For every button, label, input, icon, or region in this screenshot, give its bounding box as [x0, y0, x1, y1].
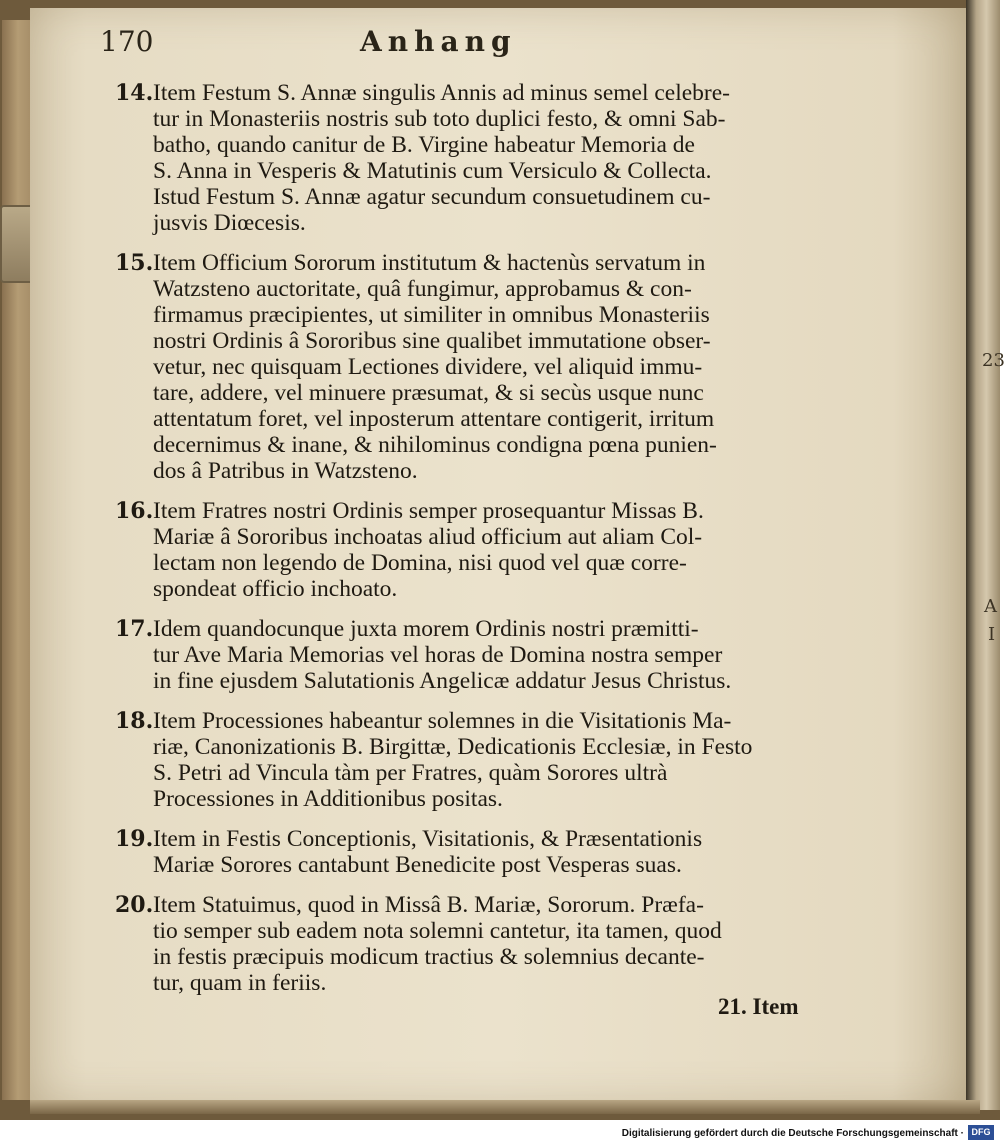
text-line: Processiones in Additionibus positas. — [153, 786, 503, 812]
text-line: Item Statuimus, quod in Missâ B. Mariæ, Sororum. Præfa- — [153, 892, 704, 918]
text-line: vetur, nec quisquam Lectiones dividere, vel aliquid immu- — [153, 354, 703, 380]
text-line: spondeat officio inchoato. — [153, 576, 398, 602]
article-item — [115, 708, 815, 812]
article-text — [153, 250, 815, 484]
catchword: 21. Item — [718, 994, 799, 1019]
text-line: S. Anna in Vesperis & Matutinis cum Versiculo & Collecta. — [153, 158, 712, 184]
article-text — [153, 826, 815, 878]
text-line: firmamus præcipientes, ut similiter in omnibus Monasteriis — [153, 302, 710, 328]
page-bottom-edge — [30, 1100, 980, 1114]
text-line: dos â Patribus in Watzsteno. — [153, 458, 418, 484]
edge-mark: A — [984, 596, 997, 617]
facing-page-edge — [966, 0, 1005, 1110]
article-item — [115, 498, 815, 602]
article-item — [115, 616, 815, 694]
text-line: batho, quando canitur de B. Virgine habeatur Memoria de — [153, 132, 695, 158]
dfg-logo-icon: DFG — [968, 1125, 994, 1140]
article-list — [115, 80, 815, 1010]
text-line: lectam non legendo de Domina, nisi quod vel quæ corre- — [153, 550, 687, 576]
article-number: 18. — [115, 708, 154, 734]
funding-credit: Digitalisierung gefördert durch die Deutsche Forschungsgemeinschaft · — [621, 1128, 964, 1139]
page-number: 170 — [100, 25, 154, 58]
text-line: Item Processiones habeantur solemnes in die Visitationis Ma- — [153, 708, 732, 734]
text-line: riæ, Canonizationis B. Birgittæ, Dedicationis Ecclesiæ, in Festo — [153, 734, 753, 760]
text-line: jusvis Diœcesis. — [153, 210, 306, 236]
article-number: 15. — [115, 250, 154, 276]
article-number: 17. — [115, 616, 154, 642]
page-header — [100, 25, 820, 65]
footer-bar — [0, 1120, 1000, 1147]
text-line: tare, addere, vel minuere præsumat, & si secùs usque nunc — [153, 380, 704, 406]
text-line: tur, quam in feriis. — [153, 970, 327, 996]
text-line: Watzsteno auctoritate, quâ fungimur, approbamus & con- — [153, 276, 692, 302]
text-line: Item Festum S. Annæ singulis Annis ad minus semel celebre- — [153, 80, 731, 106]
text-line: Mariæ Sorores cantabunt Benedicite post Vesperas suas. — [153, 852, 682, 878]
text-line: Item Fratres nostri Ordinis semper prosequantur Missas B. — [153, 498, 704, 524]
article-text — [153, 80, 815, 236]
text-line: tur in Monasteriis nostris sub toto duplici festo, & omni Sab- — [153, 106, 726, 132]
article-text — [153, 498, 815, 602]
running-head: Anhang — [360, 25, 517, 58]
article-number: 19. — [115, 826, 154, 852]
article-number: 16. — [115, 498, 154, 524]
article-text — [153, 616, 815, 694]
text-line: decernimus & inane, & nihilominus condigna pœna punien- — [153, 432, 717, 458]
text-line: nostri Ordinis â Sororibus sine qualibet immutatione obser- — [153, 328, 711, 354]
text-line: Item Officium Sororum institutum & hactenùs servatum in — [153, 250, 706, 276]
text-line: S. Petri ad Vincula tàm per Fratres, quàm Sorores ultrà — [153, 760, 668, 786]
text-line: Idem quandocunque juxta morem Ordinis nostri præmitti- — [153, 616, 699, 642]
article-number: 20. — [115, 892, 154, 918]
article-item — [115, 250, 815, 484]
article-text — [153, 892, 815, 996]
edge-mark: I — [988, 624, 996, 645]
article-item — [115, 892, 815, 996]
text-line: in fine ejusdem Salutationis Angelicæ addatur Jesus Christus. — [153, 668, 732, 694]
text-line: attentatum foret, vel inposterum attentare contigerit, irritum — [153, 406, 715, 432]
text-line: Item in Festis Conceptionis, Visitationis, & Præsentationis — [153, 826, 703, 852]
text-line: Mariæ â Sororibus inchoatas aliud officium aut aliam Col- — [153, 524, 703, 550]
text-line: tur Ave Maria Memorias vel horas de Domina nostra semper — [153, 642, 723, 668]
article-item — [115, 80, 815, 236]
text-line: tio semper sub eadem nota solemni cantetur, ita tamen, quod — [153, 918, 722, 944]
article-item — [115, 826, 815, 878]
text-line: in festis præcipuis modicum tractius & solemnius decante- — [153, 944, 705, 970]
edge-mark: 23 — [982, 350, 1005, 371]
text-line: Istud Festum S. Annæ agatur secundum consuetudinem cu- — [153, 184, 711, 210]
article-number: 14. — [115, 80, 154, 106]
article-text — [153, 708, 815, 812]
